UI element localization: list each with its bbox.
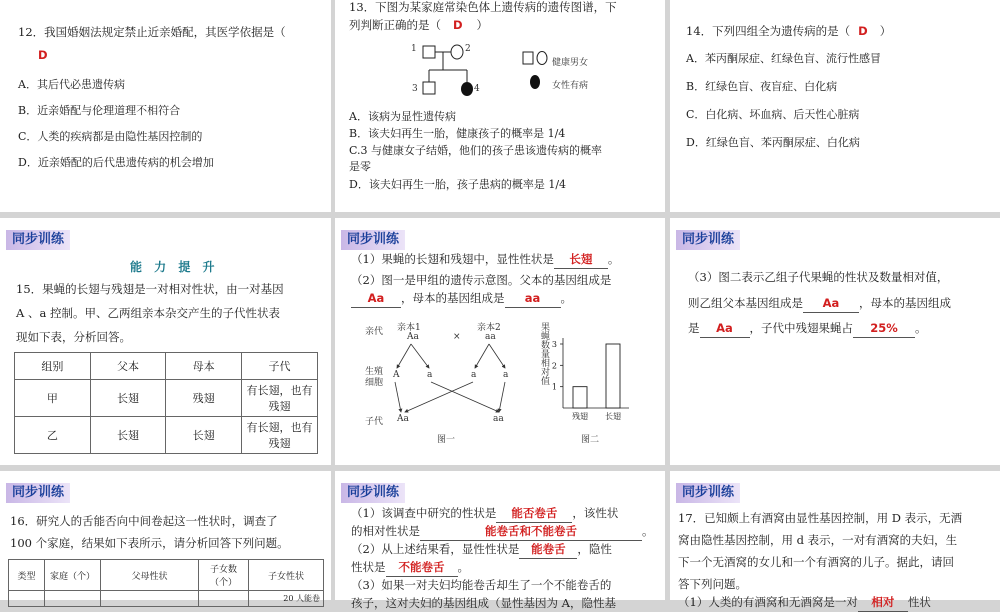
label-2: 2 (465, 44, 471, 54)
header-cell: 家庭（个） (45, 560, 101, 591)
slide-q16[interactable] (0, 471, 331, 603)
header-cell: 类型 (9, 560, 45, 591)
sub-question-3-cont: 则乙组父本基因组成是 Aa ，母本的基因组成 (688, 294, 951, 313)
cell: 乙 (15, 417, 91, 454)
label-gamete-1: 生殖 (365, 367, 384, 377)
header-cell: 父母性状 (101, 560, 199, 591)
option-b: B．近亲婚配与伦理道理不相符合 (18, 104, 181, 117)
sub-question-1: （1）人类的有酒窝和无酒窝是一对 相对 性状 (678, 593, 931, 612)
male-1-symbol (423, 46, 435, 58)
header-cell: 子代 (242, 353, 318, 380)
slide-q13[interactable] (335, 0, 665, 212)
caption-fig2: 图二 (581, 435, 600, 445)
slide-q14[interactable] (670, 0, 1000, 212)
section-tag: 同步训练 (6, 483, 70, 503)
answer-blank: 能卷舌和不能卷舌 (420, 522, 642, 541)
cell: 有长翅，也有残翅 (242, 417, 318, 454)
label-4: 4 (474, 84, 480, 94)
sub-question-2: （2）从上述结果看，显性性状是 能卷舌 ，隐性 (351, 540, 612, 559)
answer-blank: 不能卷舌 (386, 558, 458, 577)
answer-blank: Aa (803, 294, 859, 313)
sub-question-2-cont: 性状是 不能卷舌 。 (351, 558, 469, 577)
question-line-2: 窝由隐性基因控制，用 d 表示，一对有酒窝的夫妇，生 (678, 533, 958, 547)
sub-question-1: （1）果蝇的长翅和残翅中，显性性状是 长翅 。 (351, 250, 619, 269)
header-cell: 子女数（个） (199, 560, 249, 591)
answer-blank: 相对 (858, 593, 908, 612)
slide-q16-answers[interactable] (335, 471, 665, 610)
question-line-2: 100 个家庭，结果如下表所示，请分析回答下列问题。 (10, 536, 289, 550)
label-parent-gen: 亲代 (365, 327, 384, 337)
answer-blank: 能卷舌 (519, 540, 577, 559)
parent2-genotype: aa (485, 332, 496, 342)
y-tick-label: 3 (551, 340, 557, 349)
question-text: 12．我国婚姻法规定禁止近亲婚配，其医学依据是（ (18, 25, 286, 39)
caption-fig1: 图一 (437, 435, 456, 445)
label-offspring: 子代 (365, 417, 384, 427)
y-tick-label: 1 (551, 382, 557, 392)
subtitle: 能 力 提 升 (130, 260, 219, 274)
question-line-3: 下一个无酒窝的女儿和一个有酒窝的儿子。据此，请回 (678, 555, 954, 569)
slide-q15-part3[interactable] (670, 218, 1000, 465)
slide-q15-part1[interactable] (335, 218, 665, 465)
question-text: 14．下列四组全为遗传病的是（ D ） (686, 24, 892, 38)
gamete-A: A (393, 370, 400, 380)
label-gamete-2: 细胞 (365, 378, 384, 388)
sub-question-1-cont: 的相对性状是 能卷舌和不能卷舌 。 (351, 522, 654, 541)
header-cell: 父本 (90, 353, 166, 380)
cell: 有长翅，也有残翅 (242, 380, 318, 417)
cell: 长翅 (90, 380, 166, 417)
slide-q15[interactable] (0, 218, 331, 465)
answer-blank: aa (505, 289, 561, 308)
gamete-a: a (503, 370, 509, 380)
sub-question-3-cont: 孩子，这对夫妇的基因组成（显性基因为 A，隐性基 (351, 596, 616, 610)
answer-blank: Aa (700, 319, 750, 338)
option-a: A．苯丙酮尿症、红绿色盲、流行性感冒 (686, 52, 881, 65)
table-row (15, 380, 318, 417)
bar-chart (549, 326, 635, 426)
section-tag: 同步训练 (341, 483, 405, 503)
section-tag: 同步训练 (341, 230, 405, 250)
header-cell: 子女性状 (249, 560, 324, 591)
cell: 20 人能卷 (249, 591, 324, 607)
answer-blank: 长翅 (554, 250, 608, 269)
chart-ylabel: 果蝇数量相对值 (539, 322, 549, 385)
section-tag: 同步训练 (6, 230, 70, 250)
cross-symbol: × (453, 332, 461, 342)
legend-symbols (521, 50, 549, 92)
cell: 长翅 (90, 417, 166, 454)
option-c: C.3 与健康女子结婚，他们的孩子患该遗传病的概率 (349, 144, 603, 157)
section-tag: 同步训练 (676, 483, 740, 503)
results-table (14, 352, 318, 454)
section-tag: 同步训练 (676, 230, 740, 250)
question-line-1: 17．已知颇上有酒窝由显性基因控制，用 D 表示，无酒 (678, 511, 963, 525)
option-c-cont: 是零 (349, 160, 371, 173)
question-line-1: 13．下图为某家庭常染色体上遗传病的遗传图谱，下 (349, 0, 617, 14)
gamete-a: a (471, 370, 477, 380)
question-line-2: 列判断正确的是（ D ） (349, 18, 489, 32)
header-cell: 母本 (166, 353, 242, 380)
question-line-4: 答下列问题。 (678, 577, 747, 591)
male-3-symbol (423, 82, 435, 94)
label-1: 1 (411, 44, 417, 54)
cell: 甲 (15, 380, 91, 417)
sub-question-2-cont: Aa ，母本的基因组成是 aa 。 (351, 289, 572, 308)
question-line-2: A 、a 控制。甲、乙两组亲本杂交产生的子代性状表 (16, 306, 280, 320)
header-cell: 组别 (15, 353, 91, 380)
option-b: B．该夫妇再生一胎，健康孩子的概率是 1/4 (349, 127, 566, 140)
label-parent2: 亲本2 (477, 323, 501, 333)
option-a: A．该病为显性遗传病 (349, 110, 456, 123)
answer-blank: 25% (853, 319, 915, 338)
option-c: C．白化病、坏血病、后天性心脏病 (686, 108, 860, 121)
cell: 残翅 (166, 380, 242, 417)
table-row (15, 417, 318, 454)
question-line-3: 现如下表，分析回答。 (16, 330, 131, 344)
answer-mark: D (38, 48, 48, 62)
female-2-symbol (451, 45, 463, 59)
option-d: D．红绿色盲、苯丙酮尿症、白化病 (686, 136, 860, 149)
legend-ill: 女性有病 (552, 81, 589, 91)
slide-q12[interactable] (0, 0, 331, 212)
answer-blank: 能否卷舌 (496, 504, 572, 523)
bar-1 (606, 344, 620, 408)
x-tick-label: 残翅 (572, 412, 588, 421)
figure-area (353, 314, 635, 444)
option-c: C．人类的疾病都是由隐性基因控制的 (18, 130, 203, 143)
offspring-Aa: Aa (397, 414, 409, 424)
option-b: B．红绿色盲、夜盲症、白化病 (686, 80, 838, 93)
y-tick-label: 2 (551, 361, 557, 371)
sub-question-3-end: 是 Aa ，子代中残翅果蝇占 25% 。 (688, 319, 927, 338)
sub-question-3: （3）图二表示乙组子代果蝇的性状及数量相对值， (688, 270, 949, 284)
parent1-genotype: Aa (407, 332, 419, 342)
table-header-row (9, 560, 324, 591)
sub-question-3: （3）如果一对夫妇均能卷舌却生了一个不能卷舌的 (351, 578, 612, 592)
table-header-row (15, 353, 318, 380)
option-a: A．其后代必患遗传病 (18, 78, 125, 91)
answer-blank: Aa (351, 289, 401, 308)
legend-healthy: 健康男女 (552, 58, 589, 68)
label-3: 3 (412, 84, 418, 94)
slide-q17[interactable] (670, 471, 1000, 609)
offspring-aa: aa (493, 414, 504, 424)
survey-table (8, 559, 324, 607)
option-d: D．该夫妇再生一胎，孩子患病的概率是 1/4 (349, 178, 567, 191)
question-line-1: 16．研究人的舌能否向中间卷起这一性状时，调查了 (10, 514, 278, 528)
label-parent1: 亲本1 (397, 323, 421, 333)
x-tick-label: 长翅 (605, 412, 621, 421)
option-d: D．近亲婚配的后代患遗传病的机会增加 (18, 156, 214, 169)
sub-question-1: （1）该调查中研究的性状是 能否卷舌 ，该性状 (351, 504, 618, 523)
female-4-affected-symbol (461, 82, 473, 96)
cell: 长翅 (166, 417, 242, 454)
bar-0 (573, 387, 587, 408)
gamete-a: a (427, 370, 433, 380)
cross-arrows (353, 314, 533, 434)
sub-question-2: （2）图一是甲组的遗传示意图。父本的基因组成是 (351, 273, 612, 287)
table-row (9, 591, 324, 607)
question-line-1: 15．果蝇的长翅与残翅是一对相对性状，由一对基因 (16, 282, 284, 296)
